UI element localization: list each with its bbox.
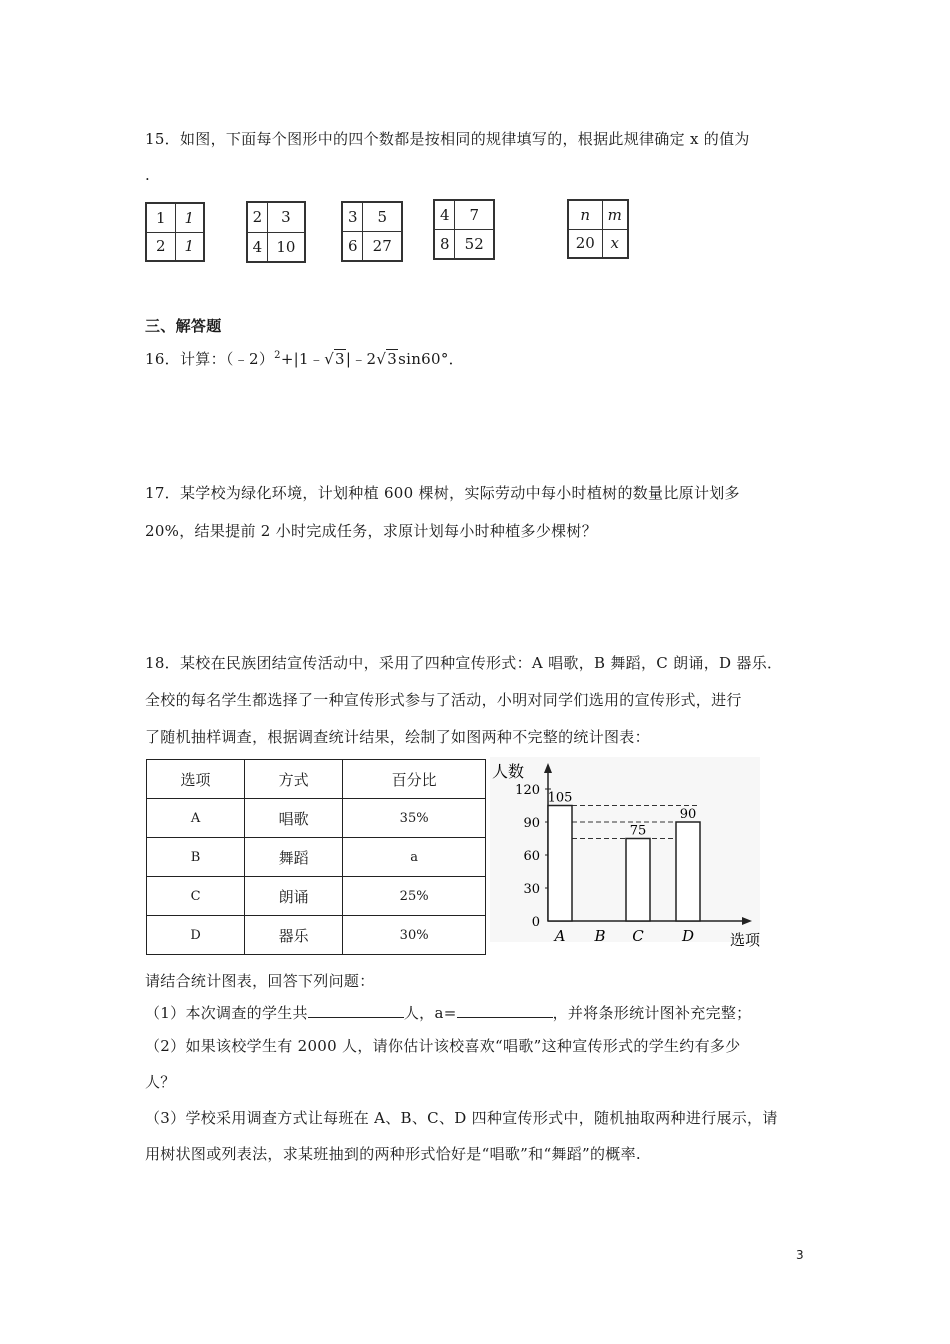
box4-top-right: 7 xyxy=(455,200,494,230)
table-row xyxy=(147,877,486,916)
box5-bottom-left: 20 xyxy=(568,229,602,258)
box5-top-left: n xyxy=(568,200,602,229)
box3-top-left: 3 xyxy=(342,202,363,232)
radicand-1: 3 xyxy=(335,350,345,368)
bar-chart xyxy=(490,757,775,952)
sqrt-sign-2: √ xyxy=(376,350,387,368)
q18-text-line2: 全校的每名学生都选择了一种宣传形式参与了活动，小明对同学们选用的宣传形式，进行 xyxy=(145,691,742,709)
box1-top-left: 1 xyxy=(146,203,175,232)
box2-top-left: 2 xyxy=(247,202,267,232)
box5-bottom-right: x xyxy=(602,229,628,258)
box4-top-left: 4 xyxy=(434,200,455,230)
answer-blank-count[interactable] xyxy=(308,1004,404,1018)
q16-mid1: +|1﹣ xyxy=(280,350,325,368)
table-cell: C xyxy=(147,877,245,916)
q18-sub3-line2: 用树状图或列表法，求某班抽到的两种形式恰好是“唱歌”和“舞蹈”的概率. xyxy=(145,1145,641,1163)
radicand-2: 3 xyxy=(387,350,398,368)
bar-A xyxy=(548,806,572,922)
q15-text-line2: . xyxy=(145,166,151,184)
box2-bottom-right: 10 xyxy=(267,232,305,262)
q18-text-line1: 18．某校在民族团结宣传活动中，采用了四种宣传形式：A 唱歌，B 舞蹈，C 朗诵，D 器乐． xyxy=(145,654,783,672)
table-cell: 舞蹈 xyxy=(245,838,343,877)
q18-sub3-line1: （3）学校采用调查方式让每班在 A、B、C、D 四种宣传形式中，随机抽取两种进行展示，请 xyxy=(145,1109,778,1127)
box2-bottom-left: 4 xyxy=(247,232,267,262)
stats-table xyxy=(146,759,486,955)
table-cell: 器乐 xyxy=(245,916,343,955)
page-number: 3 xyxy=(796,1248,804,1262)
x-axis-label: 选项 xyxy=(730,931,761,949)
q17-text-line1: 17．某学校为绿化环境，计划种植 600 棵树，实际劳动中每小时植树的数量比原计划多 xyxy=(145,484,740,502)
y-tick-label: 30 xyxy=(523,882,540,897)
box4-bottom-left: 8 xyxy=(434,230,455,260)
y-tick-label: 60 xyxy=(523,849,540,864)
table-cell: 35% xyxy=(343,799,486,838)
data-label-C: 75 xyxy=(629,823,647,839)
q18-sub1 xyxy=(145,1002,751,1023)
sqrt-3-second xyxy=(376,350,398,368)
table-row xyxy=(147,799,486,838)
q16-suffix: sin60°． xyxy=(398,350,464,368)
number-box-2 xyxy=(246,201,306,263)
q15-text-line1: 15．如图，下面每个图形中的四个数都是按相同的规律填写的，根据此规律确定 x 的值为 xyxy=(145,130,750,148)
q16-prefix: 16．计算：（﹣2） xyxy=(145,350,275,368)
box3-top-right: 5 xyxy=(363,202,402,232)
box2-top-right: 3 xyxy=(267,202,305,232)
table-header-percent: 百分比 xyxy=(343,760,486,799)
box5-top-right: m xyxy=(602,200,628,229)
data-label-D: 90 xyxy=(679,807,697,822)
sub1-part-c: ，并将条形统计图补充完整； xyxy=(552,1004,752,1022)
number-box-5 xyxy=(567,199,629,259)
y-tick-label: 120 xyxy=(515,783,540,798)
table-cell: B xyxy=(147,838,245,877)
box1-bottom-left: 2 xyxy=(146,232,175,261)
number-box-4 xyxy=(433,199,495,260)
x-tick-label-B: B xyxy=(594,927,606,945)
table-cell: a xyxy=(343,838,486,877)
table-row xyxy=(147,838,486,877)
box3-bottom-left: 6 xyxy=(342,232,363,262)
q16-exponent: 2 xyxy=(274,350,281,361)
y-tick-label: 90 xyxy=(523,816,540,831)
section-title: 三、解答题 xyxy=(145,317,222,335)
table-cell: D xyxy=(147,916,245,955)
y-axis-label: 人数 xyxy=(492,762,525,781)
box1-bottom-right: 1 xyxy=(175,232,204,261)
y-tick-label: 0 xyxy=(531,915,540,930)
box1-top-right: 1 xyxy=(175,203,204,232)
table-cell: A xyxy=(147,799,245,838)
q18-sub2-line1: （2）如果该校学生有 2000 人，请你估计该校喜欢“唱歌”这种宣传形式的学生约有多少 xyxy=(145,1037,741,1055)
table-header-option: 选项 xyxy=(147,760,245,799)
table-cell: 朗诵 xyxy=(245,877,343,916)
sqrt-sign-1: √ xyxy=(324,350,335,368)
data-label-A: 105 xyxy=(547,790,573,806)
q16-mid2: |﹣2 xyxy=(345,350,377,368)
q18-prompt: 请结合统计图表，回答下列问题： xyxy=(145,972,375,990)
sub1-part-a: （1）本次调查的学生共 xyxy=(145,1004,308,1022)
x-tick-label-A: A xyxy=(554,927,566,945)
q16-text xyxy=(145,348,464,369)
sqrt-3-first xyxy=(324,350,346,368)
box4-bottom-right: 52 xyxy=(455,230,494,260)
q17-text-line2: 20%，结果提前 2 小时完成任务，求原计划每小时种植多少棵树？ xyxy=(145,522,598,540)
table-cell: 25% xyxy=(343,877,486,916)
q18-sub2-line2: 人？ xyxy=(145,1073,176,1091)
number-box-1 xyxy=(145,202,205,262)
box3-bottom-right: 27 xyxy=(363,232,402,262)
table-cell: 30% xyxy=(343,916,486,955)
x-tick-label-C: C xyxy=(632,927,644,945)
table-row xyxy=(147,916,486,955)
number-box-3 xyxy=(341,201,403,262)
table-cell: 唱歌 xyxy=(245,799,343,838)
bar-C xyxy=(626,839,650,922)
x-tick-label-D: D xyxy=(681,927,695,945)
q18-text-line3: 了随机抽样调查，根据调查统计结果，绘制了如图两种不完整的统计图表： xyxy=(145,728,650,746)
bar-D xyxy=(676,822,700,921)
table-header-method: 方式 xyxy=(245,760,343,799)
sub1-part-b: 人，a= xyxy=(403,1004,457,1022)
answer-blank-a[interactable] xyxy=(457,1004,553,1018)
